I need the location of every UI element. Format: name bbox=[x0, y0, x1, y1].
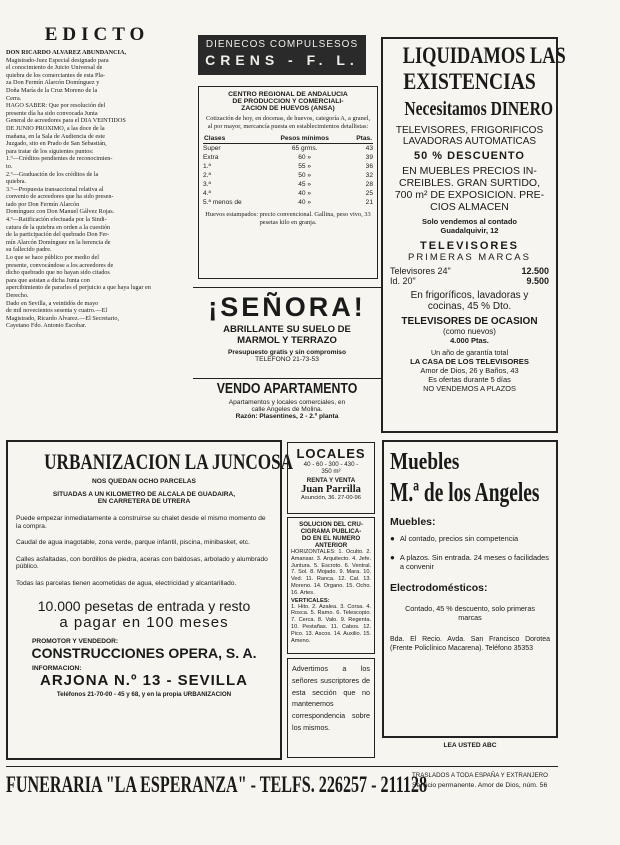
muebles-title1: Muebles bbox=[390, 449, 460, 475]
ansa-cell: 25 bbox=[365, 190, 373, 198]
edicto-line: Magistrado, Ricardo Alvarez.—El Secretario, bbox=[6, 314, 120, 322]
ansa-cell: 3.ª bbox=[203, 181, 211, 189]
liquidamos-box bbox=[381, 37, 566, 433]
muebles-label: Muebles: bbox=[390, 516, 436, 528]
crucigrama-horiz: HORIZONTALES: 1. Oculto. 2. Amansar. 3. Arquitecto. 4. Jefe. Juntura. 5. Escroto. 6. Ventral. 7. Sol. 8. Mojado. 9. Mara. 10. Ved. 11. Ranca. 12. Cal. 13. Moreno. 14. Organo. 15. Ocho. 16. Artes. bbox=[291, 549, 371, 596]
juncosa-tel: Teléfonos 21-70-00 - 45 y 68, y en la propia URBANIZACION bbox=[56, 690, 232, 698]
ansa-cell: 28 bbox=[365, 181, 373, 189]
edicto-line: Derecho. bbox=[6, 292, 29, 299]
ansa-box bbox=[198, 86, 378, 279]
ansa-cell: 36 bbox=[365, 163, 373, 171]
muebles-addr: Bda. El Recio. Avda. San Francisco Dorotea (Frente Policlínico Macarena). Teléfono 35353 bbox=[390, 635, 550, 652]
muebles-electro: Electrodomésticos: bbox=[390, 581, 488, 594]
senora-ad bbox=[193, 287, 381, 379]
liquidamos-muebles3: 700 m² DE EXPOSICION. PRE- bbox=[394, 189, 545, 201]
juncosa-big2: a pagar en 100 meses bbox=[59, 613, 229, 631]
senora-line1: ABRILLANTE SU SUELO DE bbox=[223, 324, 351, 335]
edicto-line: Cayetano Fdo. Antonio Escobar. bbox=[6, 322, 87, 330]
liquidamos-tv-title: TELEVISORES bbox=[419, 240, 520, 252]
ansa-row bbox=[203, 180, 373, 189]
ansa-cell: 50 » bbox=[298, 172, 312, 180]
edicto-line: 1.º—Créditos pendientes de reconocimien- bbox=[6, 155, 113, 163]
funeraria-title: FUNERARIA "LA ESPERANZA" - TELFS. 226257 - 211128 bbox=[6, 772, 428, 797]
liquidamos-tv-sub: PRIMERAS MARCAS bbox=[408, 252, 531, 263]
liquidamos-frig2: cocinas, 45 % Dto. bbox=[427, 301, 512, 312]
ansa-cell: 45 » bbox=[298, 181, 312, 189]
senora-line2: MARMOL Y TERRAZO bbox=[237, 335, 337, 346]
edicto-line: convenio de acreedores que ha sido presen- bbox=[6, 193, 114, 201]
liquidamos-casa3: Es ofertas durante 5 días bbox=[428, 375, 511, 384]
edicto-line: presente, convocándose a los acreedores de bbox=[6, 261, 114, 269]
locales-line3: RENTA Y VENTA bbox=[306, 477, 356, 484]
edicto-line: apercibimiento de pararles el perjuicio a que haya lugar en bbox=[6, 284, 151, 292]
edicto-line: para que asistan a dicha Junta con bbox=[6, 276, 90, 284]
muebles-item2 bbox=[390, 553, 550, 572]
muebles-e1: Contado, 45 % descuento, solo primeras marcas bbox=[405, 603, 535, 622]
ansa-cell: 43 bbox=[365, 145, 373, 153]
ansa-col-pesos: Pesos mínimos bbox=[265, 134, 345, 144]
liquidamos-ocasion2: (como nuevos) bbox=[443, 327, 496, 336]
tv-row1-price: 12.500 bbox=[521, 266, 549, 276]
ansa-cell: 1.ª bbox=[203, 163, 211, 171]
liquidamos-title3: Necesitamos DINERO bbox=[404, 98, 553, 120]
liquidamos-muebles4: CIOS ALMACEN bbox=[430, 201, 509, 213]
muebles-m1: Al contado, precios sin competencia bbox=[399, 534, 519, 543]
liquidamos-discount: 50 % DESCUENTO bbox=[414, 150, 525, 162]
crucigrama-vert-title: VERTICALES: bbox=[291, 597, 330, 604]
ansa-cell: 39 bbox=[365, 154, 373, 162]
juncosa-sub3: EN CARRETERA DE UTRERA bbox=[97, 498, 191, 505]
ansa-cell: Extra bbox=[203, 154, 219, 162]
lea-usted-abc: LEA USTED ABC bbox=[443, 742, 497, 749]
liquidamos-casa4: NO VENDEMOS A PLAZOS bbox=[423, 384, 516, 393]
edicto-line: Juzgado, sito en Prado de San Sebastián, bbox=[6, 140, 107, 148]
juncosa-box bbox=[6, 440, 294, 760]
ansa-row bbox=[203, 144, 373, 154]
edicto-line: para tratar de los siguientes puntos: bbox=[6, 147, 94, 155]
edicto-line: mañana, en la Sala de Audiencia de este bbox=[6, 132, 105, 140]
edicto-line: 3.º—Propuesta transaccional relativa al bbox=[6, 185, 104, 193]
ansa-row bbox=[203, 162, 373, 171]
funeraria-right1: TRASLADOS A TODA ESPAÑA Y EXTRANJERO bbox=[412, 772, 548, 779]
crens-banner bbox=[198, 35, 366, 75]
ansa-row bbox=[203, 153, 373, 162]
crucigrama-line3: DO EN EL NUMERO bbox=[301, 535, 361, 542]
ansa-cell: 5.ª menos de bbox=[203, 199, 242, 207]
crucigrama-line2: CIGRAMA PUBLICA- bbox=[300, 528, 362, 535]
locales-line1: 40 - 60 - 300 - 430 - bbox=[303, 461, 359, 468]
crens-line1: DIENECOS COMPULSESOS bbox=[205, 39, 359, 50]
edicto-line: 2.º—Graduación de los créditos de la bbox=[6, 170, 99, 178]
vendo-title: VENDO APARTAMENTO bbox=[216, 381, 358, 397]
liquidamos-tv-row2 bbox=[386, 276, 553, 286]
locales-box bbox=[287, 442, 375, 514]
ansa-col-clases: Clases bbox=[203, 134, 265, 144]
edicto-line: Lo que se hace público por medio del bbox=[6, 254, 99, 262]
juncosa-sub2: SITUADAS A UN KILOMETRO DE ALCALA DE GUADAIRA, bbox=[52, 491, 236, 498]
ansa-cell: 40 » bbox=[298, 190, 312, 198]
crucigrama-line1: SOLUCION DEL CRU- bbox=[299, 521, 363, 528]
locales-line2: 350 m² bbox=[321, 468, 341, 475]
crucigrama-box bbox=[287, 517, 375, 654]
ansa-col-ptas: Ptas. bbox=[345, 134, 373, 144]
edicto-line: DE JUNIO PROXIMO, a las doce de la bbox=[6, 124, 105, 132]
crens-line2: CRENS - F. L. bbox=[205, 52, 359, 68]
ansa-cell: 32 bbox=[365, 172, 373, 180]
edicto-line: Cerra. bbox=[6, 94, 22, 102]
edicto-line: dicho quebrado que no hayan sido citados bbox=[6, 269, 110, 277]
ansa-cell: Super bbox=[203, 145, 221, 153]
ansa-row bbox=[203, 189, 373, 198]
edicto-line: Doña María de la Cruz Moreno de la bbox=[6, 86, 98, 94]
edicto-line: General de acreedores para el DIA VEINTIDOS bbox=[6, 117, 126, 125]
locales-addr: Asunción, 36. 27-00-96 bbox=[301, 495, 361, 501]
vendo-line1: Apartamentos y locales comerciales, en bbox=[228, 399, 346, 406]
ansa-intro: Cotización de hoy, en docenas, de huevos, categoría A, a granel, al por mayor, mercancía puesta en establecimientos detallistas: bbox=[205, 115, 371, 130]
crucigrama-vert: 1. Hito. 2. Azalea. 3. Corsa. 4. Rosca. 5. Ramo. 6. Telescopio. 7. Cerca. 8. Valo. 9. Regenta. 10. Pestañas. 11. Cabos. 12. Pico. 13. Ascos. 14. Auxilio. 15. Ameno. bbox=[291, 603, 371, 644]
juncosa-p3: Calles asfaltadas, con bordillos de piedra, aceras con baldosas, arbolado y alumbrado público. bbox=[16, 555, 268, 571]
liquidamos-ocasion3: 4.000 Ptas. bbox=[450, 336, 489, 345]
ansa-note: Huevos estampados: precio convencional. Gallina, peso vivo, 33 pesetas kilo en granja. bbox=[205, 211, 371, 226]
liquidamos-line4: TELEVISORES, FRIGORIFICOS bbox=[395, 125, 544, 136]
edicto-line: tado por Don Fermín Alarcón bbox=[6, 200, 80, 208]
edicto-line: su fallecido padre. bbox=[6, 246, 52, 254]
edicto-line: to. bbox=[6, 162, 13, 170]
juncosa-p1: Puede empezar inmediatamente a construirse su chalet desde el mismo momento de la compra. bbox=[16, 515, 266, 530]
bullet-icon: ● bbox=[390, 534, 395, 543]
senora-title: ¡SEÑORA! bbox=[208, 292, 366, 322]
tv-row1-label: Televisores 24" bbox=[390, 266, 451, 276]
liquidamos-ocasion1: TELEVISORES DE OCASION bbox=[401, 316, 538, 327]
ansa-table bbox=[203, 134, 373, 207]
liquidamos-muebles1: EN MUEBLES PRECIOS IN- bbox=[402, 165, 537, 177]
edicto-line: el conocimiento de Juicio Universal de bbox=[6, 64, 103, 72]
juncosa-big1: 10.000 pesetas de entrada y resto bbox=[37, 597, 251, 614]
edicto bbox=[6, 24, 188, 432]
ansa-cell: 21 bbox=[365, 199, 373, 207]
juncosa-p2: Caudal de agua inagotable, zona verde, parque infantil, piscina, minibasket, etc. bbox=[16, 539, 250, 547]
locales-name: Juan Parrilla bbox=[301, 484, 361, 495]
muebles-title2: M.ª de los Angeles bbox=[390, 477, 540, 507]
liquidamos-title2: EXISTENCIAS bbox=[403, 69, 536, 94]
ansa-cell: 4.ª bbox=[203, 190, 211, 198]
edicto-line: Dado en Sevilla, a veintidós de mayo bbox=[6, 299, 99, 307]
edicto-line: 4.º—Ratificación efectuada por la Sindi- bbox=[6, 216, 107, 224]
advertimos-text: Advertimos a los señores suscriptores de esta sección que no mantenemos correspondencia sobre los mismos. bbox=[292, 664, 370, 732]
juncosa-informacion: INFORMACION: bbox=[32, 664, 82, 672]
ansa-cell: 60 » bbox=[298, 154, 312, 162]
muebles-item1 bbox=[390, 534, 550, 544]
senora-line4: TELEFONO 21-73-53 bbox=[255, 356, 319, 363]
vendo-ad bbox=[193, 381, 381, 437]
ansa-row bbox=[203, 198, 373, 207]
ansa-header2: DE PRODUCCION Y COMERCIALI- bbox=[232, 98, 344, 105]
ansa-header3: ZACION DE HUEVOS (ANSA) bbox=[241, 105, 335, 112]
liquidamos-casa1: LA CASA DE LOS TELEVISORES bbox=[410, 357, 529, 366]
juncosa-title: URBANIZACION LA JUNCOSA bbox=[44, 449, 294, 474]
senora-line3: Presupuesto gratis y sin compromiso bbox=[228, 349, 346, 356]
juncosa-construcciones: CONSTRUCCIONES OPERA, S. A. bbox=[31, 644, 257, 661]
juncosa-address: ARJONA N.º 13 - SEVILLA bbox=[40, 671, 248, 689]
tv-row2-label: Id. 20" bbox=[390, 276, 416, 286]
liquidamos-contado1: Solo vendemos al contado bbox=[421, 217, 518, 226]
edicto-line: Magistrado-Juez Especial designado para bbox=[6, 56, 109, 64]
edicto-line: mín Alarcón Domínguez en la herencia de bbox=[6, 238, 111, 246]
vendo-line2: calle Angeles de Molina. bbox=[251, 406, 323, 413]
juncosa-p4: Todas las parcelas tienen acometidas de agua, electricidad y alcantarillado. bbox=[16, 579, 237, 587]
edicto-line: catura de la quiebra en orden a la cuestión bbox=[6, 223, 111, 231]
ansa-cell: 2.ª bbox=[203, 172, 211, 180]
liquidamos-tv-row1 bbox=[386, 266, 553, 276]
liquidamos-garantia: Un año de garantía total bbox=[430, 348, 509, 357]
liquidamos-casa2: Amor de Dios, 26 y Baños, 43 bbox=[420, 366, 519, 375]
liquidamos-contado2: Guadalquivir, 12 bbox=[440, 226, 499, 235]
juncosa-sub1: NOS QUEDAN OCHO PARCELAS bbox=[92, 478, 196, 485]
edicto-line: za Don Fermín Alarcón Domínguez y bbox=[6, 79, 100, 87]
edicto-line: DON RICARDO ALVAREZ ABUNDANCIA, bbox=[6, 49, 126, 56]
tv-row2-price: 9.500 bbox=[526, 276, 549, 286]
muebles-m2: A plazos. Sin entrada. 24 meses o facilidades a convenir bbox=[399, 552, 549, 571]
edicto-line: quiebra de los comerciantes de esta Pla- bbox=[6, 71, 105, 79]
muebles-box bbox=[382, 440, 558, 738]
edicto-line: presente día ha sido convocada Junta bbox=[6, 109, 98, 117]
edicto-line: de mil novecientos sesenta y cuatro.—El bbox=[6, 307, 108, 315]
ansa-row bbox=[203, 171, 373, 180]
advertimos-box bbox=[287, 658, 375, 758]
edicto-body bbox=[6, 49, 188, 330]
crucigrama-line4: ANTERIOR bbox=[314, 542, 348, 549]
locales-title: LOCALES bbox=[296, 446, 366, 461]
liquidamos-line5: LAVADORAS AUTOMATICAS bbox=[402, 136, 537, 147]
edicto-line: de la participación del quebrado Don Fer- bbox=[6, 231, 110, 239]
ansa-cell: 55 » bbox=[298, 163, 312, 171]
liquidamos-title1: LIQUIDAMOS LAS bbox=[402, 43, 566, 68]
edicto-title: EDICTO bbox=[44, 24, 150, 45]
liquidamos-muebles2: CREIBLES. GRAN SURTIDO, bbox=[398, 177, 540, 189]
edicto-line: Domínguez con Don Manuel Gálvez Rojas. bbox=[6, 208, 115, 216]
liquidamos-frig1: En frigoríficos, lavadoras y bbox=[410, 290, 529, 301]
ansa-header1: CENTRO REGIONAL DE ANDALUCIA bbox=[228, 91, 348, 98]
ansa-cell: 65 grms. bbox=[291, 145, 318, 153]
vendo-line3: Razón: Plasentines, 2 - 2.º planta bbox=[235, 413, 339, 420]
funeraria-right2: Servicio permanente. Amor de Dios, núm. 56 bbox=[412, 782, 548, 789]
juncosa-promotor: PROMOTOR Y VENDEDOR: bbox=[32, 637, 119, 645]
edicto-line: HAGO SABER: Que por resolución del bbox=[6, 102, 106, 110]
ansa-cell: 40 » bbox=[298, 199, 312, 207]
bullet-icon: ● bbox=[390, 552, 395, 562]
edicto-line: quiebra. bbox=[6, 178, 27, 186]
funeraria-right bbox=[412, 772, 562, 789]
